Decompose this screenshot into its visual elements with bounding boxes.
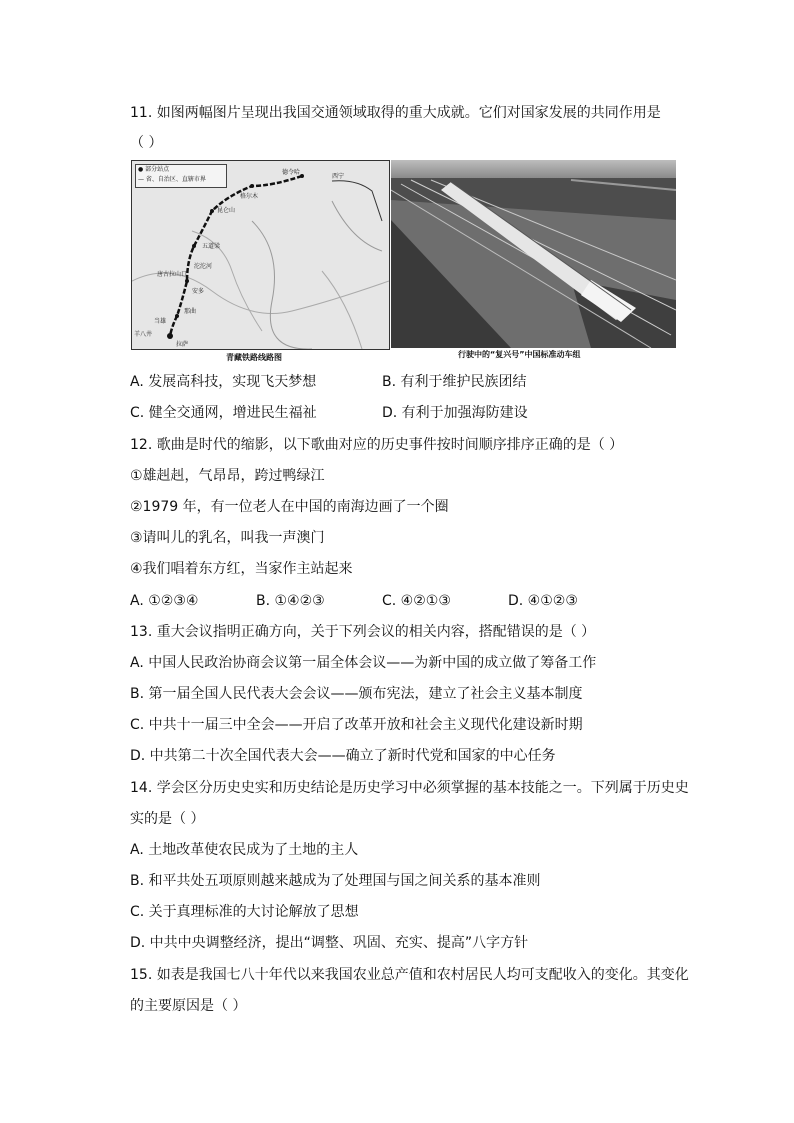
q12-stem: 12. 歌曲是时代的缩影，以下歌曲对应的历史事件按时间顺序排序正确的是（ ） bbox=[130, 437, 624, 453]
q13-stem: 13. 重大会议指明正确方向，关于下列会议的相关内容，搭配错误的是（ ） bbox=[130, 624, 596, 640]
legend-item-border: — 省、自治区、直辖市界 bbox=[138, 176, 206, 183]
q13-option-b[interactable]: B. 第一届全国人民代表大会会议——颁布宪法，建立了社会主义基本制度 bbox=[130, 686, 583, 702]
q13-option-d[interactable]: D. 中共第二十次全国代表大会——确立了新时代党和国家的中心任务 bbox=[130, 748, 556, 764]
railway-map bbox=[131, 160, 390, 350]
photo-caption: 行驶中的“复兴号”中国标准动车组 bbox=[458, 350, 581, 359]
map-label-yangbajing: 羊八井 bbox=[134, 331, 153, 338]
q12-item-1: ①雄赳赳，气昂昂，跨过鸭绿江 bbox=[130, 468, 325, 484]
map-label-xining: 西宁 bbox=[332, 173, 345, 180]
q14-stem-line2: 实的是（ ） bbox=[130, 811, 205, 827]
map-caption: 青藏铁路线路图 bbox=[226, 353, 282, 362]
q14-option-b[interactable]: B. 和平共处五项原则越来越成为了处理国与国之间关系的基本准则 bbox=[130, 873, 541, 889]
train-photo bbox=[391, 160, 676, 348]
legend-item-station: ● 部分站点 bbox=[138, 166, 170, 173]
q12-option-c[interactable]: C. ④②①③ bbox=[382, 593, 451, 609]
map-label-anduo: 安多 bbox=[192, 288, 205, 295]
map-label-dangxiong: 当雄 bbox=[154, 318, 167, 325]
map-label-lhasa: 拉萨 bbox=[176, 341, 189, 348]
q15-stem-line1: 15. 如表是我国七八十年代以来我国农业总产值和农村居民人均可支配收入的变化。其变化 bbox=[130, 967, 689, 983]
train-photo-graphic bbox=[391, 160, 676, 348]
q11-figure bbox=[131, 160, 676, 365]
q11-option-d[interactable]: D. 有利于加强海防建设 bbox=[382, 405, 528, 421]
q12-option-b[interactable]: B. ①④②③ bbox=[256, 593, 325, 609]
q14-option-d[interactable]: D. 中共中央调整经济，提出“调整、巩固、充实、提高”八字方针 bbox=[130, 935, 529, 951]
map-label-wudaoliang: 五道梁 bbox=[202, 243, 221, 250]
map-label-naqu: 那曲 bbox=[184, 308, 197, 315]
map-legend bbox=[135, 164, 227, 188]
q14-stem-line1: 14. 学会区分历史史实和历史结论是历史学习中必须掌握的基本技能之一。下列属于历史史 bbox=[130, 780, 689, 796]
map-label-tanggula: 唐古拉山口 bbox=[157, 271, 188, 278]
map-label-golmud: 格尔木 bbox=[240, 193, 259, 200]
map-graphic bbox=[132, 161, 389, 349]
q12-item-2: ②1979 年，有一位老人在中国的南海边画了一个圈 bbox=[130, 499, 449, 515]
q14-option-c[interactable]: C. 关于真理标准的大讨论解放了思想 bbox=[130, 904, 359, 920]
q13-option-c[interactable]: C. 中共十一届三中全会——开启了改革开放和社会主义现代化建设新时期 bbox=[130, 717, 583, 733]
map-label-kunlunshan: 昆仑山 bbox=[217, 207, 236, 214]
q12-option-d[interactable]: D. ④①②③ bbox=[508, 593, 578, 609]
q11-stem: 11. 如图两幅图片呈现出我国交通领域取得的重大成就。它们对国家发展的共同作用是 bbox=[130, 105, 661, 121]
map-label-delingha: 德令哈 bbox=[282, 169, 301, 176]
q13-option-a[interactable]: A. 中国人民政治协商会议第一届全体会议——为新中国的成立做了筹备工作 bbox=[130, 655, 597, 671]
q12-option-a[interactable]: A. ①②③④ bbox=[130, 593, 199, 609]
q11-option-c[interactable]: C. 健全交通网，增进民生福祉 bbox=[130, 405, 317, 421]
q14-option-a[interactable]: A. 土地改革使农民成为了土地的主人 bbox=[130, 842, 359, 858]
q12-item-3: ③请叫儿的乳名，叫我一声澳门 bbox=[130, 530, 325, 546]
q11-option-b[interactable]: B. 有利于维护民族团结 bbox=[382, 374, 527, 390]
q12-item-4: ④我们唱着东方红，当家作主站起来 bbox=[130, 561, 353, 577]
q15-stem-line2: 的主要原因是（ ） bbox=[130, 998, 247, 1014]
q11-option-a[interactable]: A. 发展高科技，实现飞天梦想 bbox=[130, 374, 317, 390]
q11-paren: （ ） bbox=[130, 135, 163, 151]
map-label-tuotuohe: 沱沱河 bbox=[194, 263, 213, 270]
